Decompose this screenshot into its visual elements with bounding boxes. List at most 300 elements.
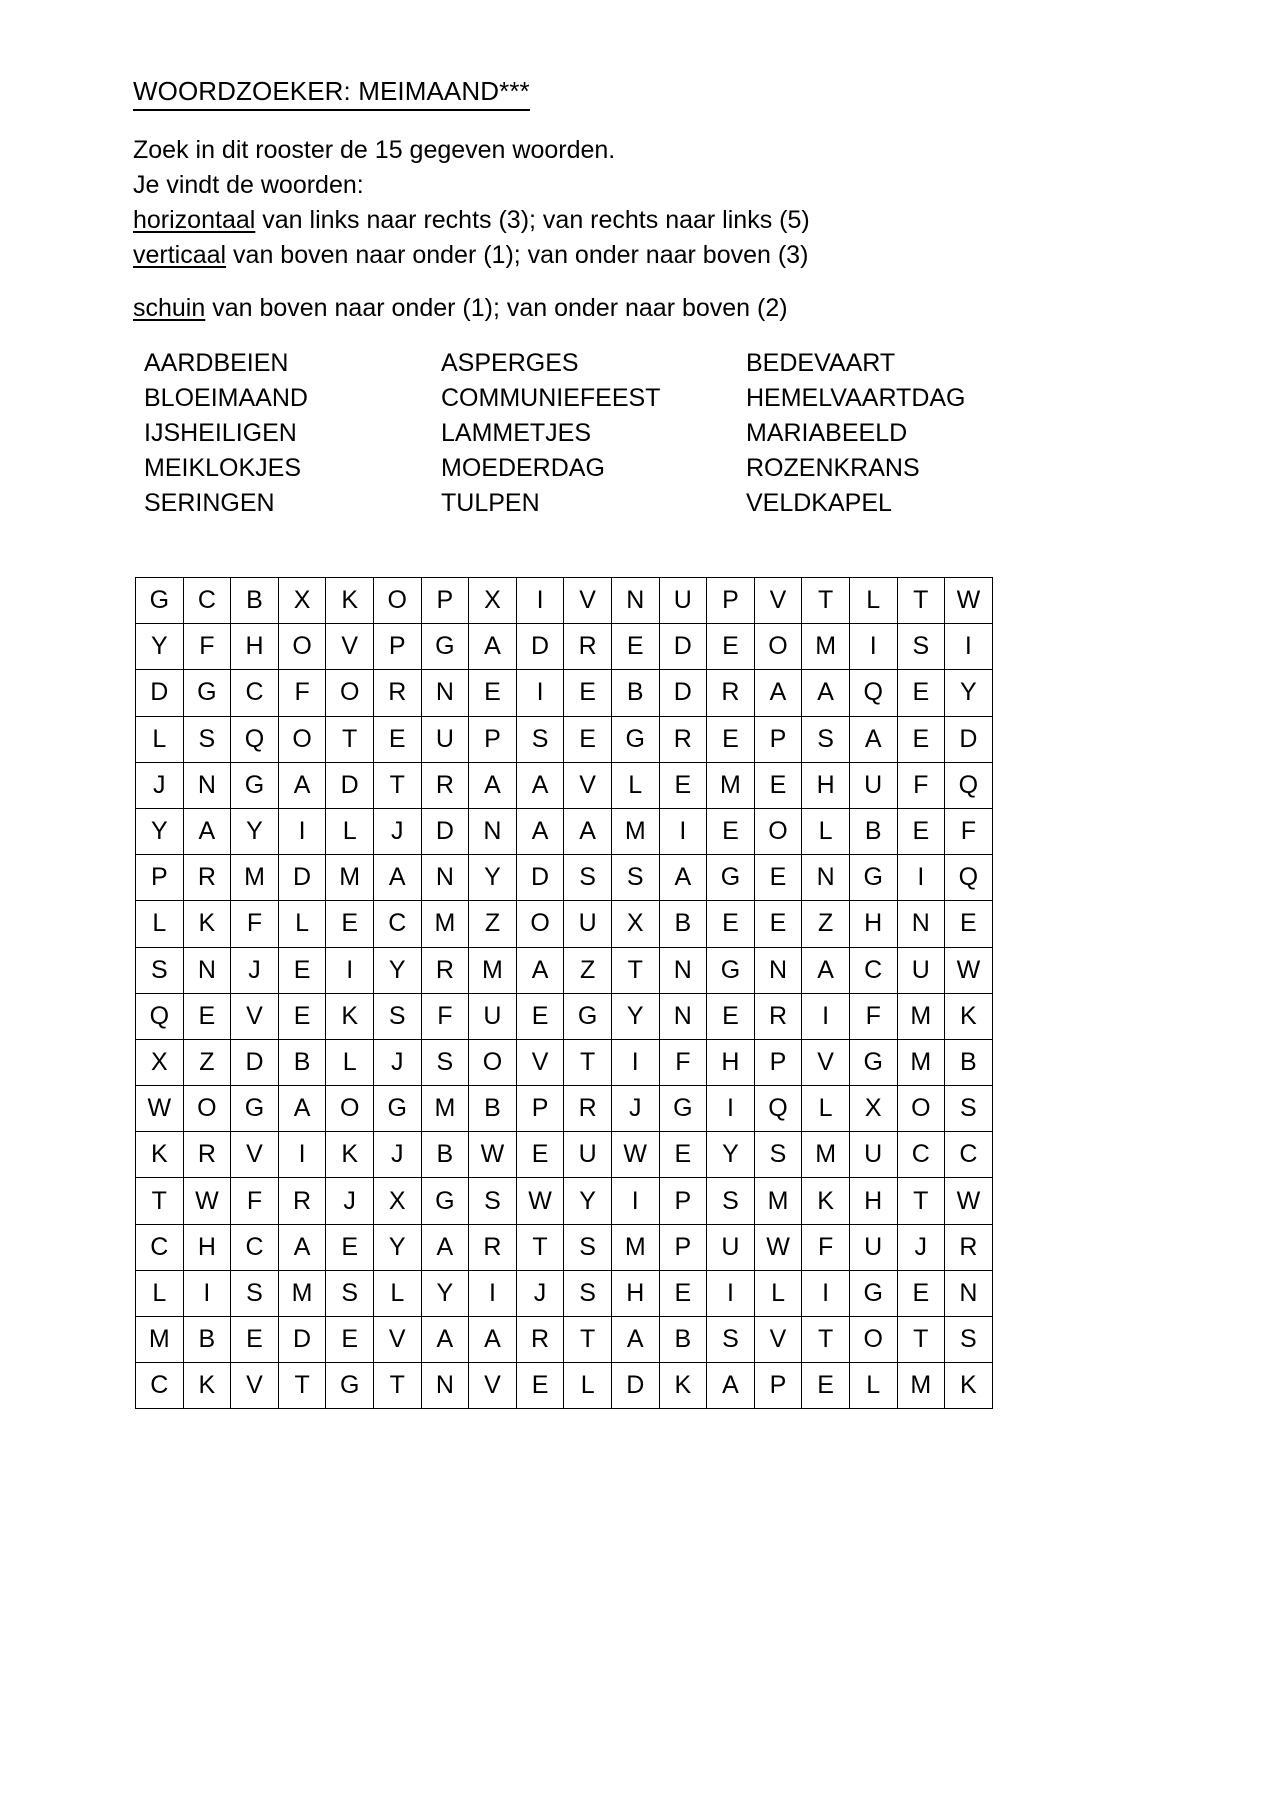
grid-cell[interactable]: R xyxy=(183,1132,231,1178)
grid-cell[interactable]: T xyxy=(326,716,374,762)
grid-cell[interactable]: Y xyxy=(611,993,659,1039)
grid-cell[interactable]: B xyxy=(421,1132,469,1178)
grid-cell[interactable]: N xyxy=(421,670,469,716)
grid-cell[interactable]: A xyxy=(707,1363,755,1409)
grid-cell[interactable]: J xyxy=(516,1270,564,1316)
grid-cell[interactable]: C xyxy=(373,901,421,947)
grid-cell[interactable]: W xyxy=(183,1178,231,1224)
grid-cell[interactable]: F xyxy=(231,1178,279,1224)
grid-cell[interactable]: K xyxy=(326,1132,374,1178)
grid-cell[interactable]: T xyxy=(802,1317,850,1363)
grid-cell[interactable]: K xyxy=(326,578,374,624)
grid-cell[interactable]: E xyxy=(611,624,659,670)
grid-cell[interactable]: L xyxy=(278,901,326,947)
grid-cell[interactable]: B xyxy=(659,901,707,947)
grid-cell[interactable]: F xyxy=(945,808,993,854)
grid-cell[interactable]: S xyxy=(564,1224,612,1270)
grid-cell[interactable]: R xyxy=(707,670,755,716)
grid-cell[interactable]: A xyxy=(278,1224,326,1270)
grid-cell[interactable]: B xyxy=(945,1039,993,1085)
grid-cell[interactable]: H xyxy=(183,1224,231,1270)
grid-cell[interactable]: U xyxy=(421,716,469,762)
grid-cell[interactable]: V xyxy=(373,1317,421,1363)
grid-cell[interactable]: F xyxy=(421,993,469,1039)
grid-cell[interactable]: U xyxy=(659,578,707,624)
grid-cell[interactable]: S xyxy=(136,947,184,993)
grid-cell[interactable]: A xyxy=(183,808,231,854)
grid-cell[interactable]: D xyxy=(278,1317,326,1363)
grid-cell[interactable]: J xyxy=(373,1132,421,1178)
grid-cell[interactable]: E xyxy=(707,993,755,1039)
grid-cell[interactable]: S xyxy=(183,716,231,762)
grid-cell[interactable]: E xyxy=(754,901,802,947)
grid-cell[interactable]: H xyxy=(231,624,279,670)
grid-cell[interactable]: F xyxy=(802,1224,850,1270)
grid-cell[interactable]: E xyxy=(373,716,421,762)
grid-cell[interactable]: W xyxy=(945,1178,993,1224)
grid-cell[interactable]: H xyxy=(707,1039,755,1085)
grid-cell[interactable]: E xyxy=(707,808,755,854)
grid-cell[interactable]: U xyxy=(564,901,612,947)
grid-cell[interactable]: N xyxy=(611,578,659,624)
grid-cell[interactable]: O xyxy=(278,624,326,670)
grid-cell[interactable]: S xyxy=(469,1178,517,1224)
grid-cell[interactable]: L xyxy=(802,808,850,854)
grid-cell[interactable]: S xyxy=(373,993,421,1039)
grid-cell[interactable]: U xyxy=(707,1224,755,1270)
grid-cell[interactable]: P xyxy=(516,1086,564,1132)
grid-cell[interactable]: N xyxy=(754,947,802,993)
grid-cell[interactable]: P xyxy=(659,1178,707,1224)
grid-cell[interactable]: W xyxy=(469,1132,517,1178)
grid-cell[interactable]: X xyxy=(136,1039,184,1085)
grid-cell[interactable]: S xyxy=(516,716,564,762)
grid-cell[interactable]: L xyxy=(136,901,184,947)
grid-cell[interactable]: G xyxy=(564,993,612,1039)
grid-cell[interactable]: U xyxy=(849,762,897,808)
grid-cell[interactable]: E xyxy=(945,901,993,947)
grid-cell[interactable]: H xyxy=(611,1270,659,1316)
grid-cell[interactable]: M xyxy=(231,855,279,901)
grid-cell[interactable]: Y xyxy=(373,1224,421,1270)
grid-cell[interactable]: S xyxy=(564,1270,612,1316)
grid-cell[interactable]: B xyxy=(849,808,897,854)
grid-cell[interactable]: C xyxy=(136,1363,184,1409)
grid-cell[interactable]: I xyxy=(278,1132,326,1178)
grid-cell[interactable]: O xyxy=(754,624,802,670)
grid-cell[interactable]: A xyxy=(802,947,850,993)
grid-cell[interactable]: Y xyxy=(707,1132,755,1178)
grid-cell[interactable]: G xyxy=(849,1270,897,1316)
grid-cell[interactable]: D xyxy=(659,670,707,716)
grid-cell[interactable]: N xyxy=(945,1270,993,1316)
grid-cell[interactable]: X xyxy=(469,578,517,624)
grid-cell[interactable]: K xyxy=(659,1363,707,1409)
grid-cell[interactable]: C xyxy=(897,1132,945,1178)
grid-cell[interactable]: T xyxy=(897,578,945,624)
grid-cell[interactable]: X xyxy=(278,578,326,624)
grid-cell[interactable]: H xyxy=(802,762,850,808)
grid-cell[interactable]: W xyxy=(611,1132,659,1178)
grid-cell[interactable]: A xyxy=(278,1086,326,1132)
grid-cell[interactable]: C xyxy=(849,947,897,993)
grid-cell[interactable]: D xyxy=(516,855,564,901)
grid-cell[interactable]: A xyxy=(278,762,326,808)
grid-cell[interactable]: N xyxy=(183,947,231,993)
grid-cell[interactable]: R xyxy=(469,1224,517,1270)
grid-cell[interactable]: X xyxy=(849,1086,897,1132)
grid-cell[interactable]: E xyxy=(516,1132,564,1178)
grid-cell[interactable]: G xyxy=(421,624,469,670)
grid-cell[interactable]: N xyxy=(421,1363,469,1409)
grid-cell[interactable]: Q xyxy=(945,855,993,901)
grid-cell[interactable]: U xyxy=(469,993,517,1039)
grid-cell[interactable]: E xyxy=(897,716,945,762)
grid-cell[interactable]: D xyxy=(659,624,707,670)
grid-cell[interactable]: R xyxy=(421,762,469,808)
grid-cell[interactable]: L xyxy=(373,1270,421,1316)
grid-cell[interactable]: G xyxy=(136,578,184,624)
grid-cell[interactable]: L xyxy=(326,808,374,854)
grid-cell[interactable]: E xyxy=(183,993,231,1039)
grid-cell[interactable]: X xyxy=(611,901,659,947)
grid-cell[interactable]: K xyxy=(802,1178,850,1224)
grid-cell[interactable]: M xyxy=(278,1270,326,1316)
grid-cell[interactable]: G xyxy=(231,762,279,808)
grid-cell[interactable]: D xyxy=(231,1039,279,1085)
grid-cell[interactable]: P xyxy=(754,1363,802,1409)
grid-cell[interactable]: G xyxy=(231,1086,279,1132)
grid-cell[interactable]: O xyxy=(183,1086,231,1132)
grid-cell[interactable]: A xyxy=(469,624,517,670)
grid-cell[interactable]: V xyxy=(231,993,279,1039)
grid-cell[interactable]: L xyxy=(754,1270,802,1316)
grid-cell[interactable]: G xyxy=(707,855,755,901)
grid-cell[interactable]: A xyxy=(516,947,564,993)
grid-cell[interactable]: E xyxy=(516,993,564,1039)
grid-cell[interactable]: C xyxy=(231,670,279,716)
grid-cell[interactable]: O xyxy=(326,670,374,716)
grid-cell[interactable]: L xyxy=(136,716,184,762)
grid-cell[interactable]: L xyxy=(802,1086,850,1132)
grid-cell[interactable]: E xyxy=(326,1224,374,1270)
grid-cell[interactable]: P xyxy=(659,1224,707,1270)
grid-cell[interactable]: M xyxy=(897,1039,945,1085)
grid-cell[interactable]: O xyxy=(516,901,564,947)
grid-cell[interactable]: J xyxy=(611,1086,659,1132)
grid-cell[interactable]: F xyxy=(897,762,945,808)
grid-cell[interactable]: U xyxy=(849,1132,897,1178)
grid-cell[interactable]: K xyxy=(183,1363,231,1409)
grid-cell[interactable]: R xyxy=(421,947,469,993)
grid-cell[interactable]: L xyxy=(136,1270,184,1316)
grid-cell[interactable]: E xyxy=(231,1317,279,1363)
grid-cell[interactable]: W xyxy=(945,947,993,993)
grid-cell[interactable]: A xyxy=(564,808,612,854)
grid-cell[interactable]: E xyxy=(278,993,326,1039)
grid-cell[interactable]: M xyxy=(897,993,945,1039)
grid-cell[interactable]: M xyxy=(326,855,374,901)
grid-cell[interactable]: G xyxy=(326,1363,374,1409)
grid-cell[interactable]: R xyxy=(373,670,421,716)
grid-cell[interactable]: P xyxy=(373,624,421,670)
grid-cell[interactable]: G xyxy=(611,716,659,762)
grid-cell[interactable]: Z xyxy=(564,947,612,993)
grid-cell[interactable]: E xyxy=(469,670,517,716)
grid-cell[interactable]: L xyxy=(849,578,897,624)
grid-cell[interactable]: G xyxy=(373,1086,421,1132)
grid-cell[interactable]: E xyxy=(326,1317,374,1363)
grid-cell[interactable]: A xyxy=(611,1317,659,1363)
grid-cell[interactable]: G xyxy=(707,947,755,993)
grid-cell[interactable]: V xyxy=(754,578,802,624)
grid-cell[interactable]: O xyxy=(469,1039,517,1085)
grid-cell[interactable]: I xyxy=(897,855,945,901)
grid-cell[interactable]: Q xyxy=(945,762,993,808)
grid-cell[interactable]: T xyxy=(564,1039,612,1085)
grid-cell[interactable]: M xyxy=(802,624,850,670)
grid-cell[interactable]: I xyxy=(516,578,564,624)
grid-cell[interactable]: G xyxy=(183,670,231,716)
grid-cell[interactable]: P xyxy=(707,578,755,624)
grid-cell[interactable]: T xyxy=(611,947,659,993)
grid-cell[interactable]: R xyxy=(278,1178,326,1224)
grid-cell[interactable]: I xyxy=(802,1270,850,1316)
grid-cell[interactable]: S xyxy=(564,855,612,901)
grid-cell[interactable]: I xyxy=(611,1039,659,1085)
grid-cell[interactable]: M xyxy=(421,1086,469,1132)
grid-cell[interactable]: T xyxy=(373,762,421,808)
grid-cell[interactable]: Y xyxy=(136,808,184,854)
grid-cell[interactable]: M xyxy=(802,1132,850,1178)
grid-cell[interactable]: I xyxy=(326,947,374,993)
grid-cell[interactable]: I xyxy=(945,624,993,670)
grid-cell[interactable]: P xyxy=(136,855,184,901)
grid-cell[interactable]: E xyxy=(754,762,802,808)
grid-cell[interactable]: W xyxy=(516,1178,564,1224)
grid-cell[interactable]: R xyxy=(183,855,231,901)
grid-cell[interactable]: L xyxy=(326,1039,374,1085)
grid-cell[interactable]: M xyxy=(897,1363,945,1409)
grid-cell[interactable]: T xyxy=(897,1178,945,1224)
grid-cell[interactable]: I xyxy=(183,1270,231,1316)
grid-cell[interactable]: E xyxy=(659,762,707,808)
grid-cell[interactable]: T xyxy=(136,1178,184,1224)
grid-cell[interactable]: A xyxy=(659,855,707,901)
grid-cell[interactable]: Z xyxy=(469,901,517,947)
grid-cell[interactable]: J xyxy=(373,808,421,854)
grid-cell[interactable]: N xyxy=(802,855,850,901)
grid-cell[interactable]: K xyxy=(945,1363,993,1409)
grid-cell[interactable]: S xyxy=(802,716,850,762)
grid-cell[interactable]: Y xyxy=(945,670,993,716)
grid-cell[interactable]: K xyxy=(945,993,993,1039)
grid-cell[interactable]: D xyxy=(326,762,374,808)
grid-cell[interactable]: W xyxy=(136,1086,184,1132)
grid-cell[interactable]: Y xyxy=(421,1270,469,1316)
grid-cell[interactable]: D xyxy=(136,670,184,716)
grid-cell[interactable]: R xyxy=(754,993,802,1039)
grid-cell[interactable]: B xyxy=(659,1317,707,1363)
grid-cell[interactable]: V xyxy=(469,1363,517,1409)
grid-cell[interactable]: I xyxy=(849,624,897,670)
grid-cell[interactable]: C xyxy=(231,1224,279,1270)
grid-cell[interactable]: I xyxy=(659,808,707,854)
grid-cell[interactable]: A xyxy=(469,1317,517,1363)
grid-cell[interactable]: V xyxy=(516,1039,564,1085)
grid-cell[interactable]: C xyxy=(136,1224,184,1270)
grid-cell[interactable]: O xyxy=(897,1086,945,1132)
grid-cell[interactable]: L xyxy=(849,1363,897,1409)
grid-cell[interactable]: Y xyxy=(564,1178,612,1224)
grid-cell[interactable]: R xyxy=(564,624,612,670)
grid-cell[interactable]: J xyxy=(373,1039,421,1085)
grid-cell[interactable]: E xyxy=(707,624,755,670)
grid-cell[interactable]: P xyxy=(754,1039,802,1085)
grid-cell[interactable]: M xyxy=(421,901,469,947)
grid-cell[interactable]: E xyxy=(897,670,945,716)
grid-cell[interactable]: T xyxy=(897,1317,945,1363)
grid-cell[interactable]: B xyxy=(278,1039,326,1085)
grid-cell[interactable]: Y xyxy=(136,624,184,670)
grid-cell[interactable]: M xyxy=(707,762,755,808)
grid-cell[interactable]: D xyxy=(945,716,993,762)
grid-cell[interactable]: M xyxy=(754,1178,802,1224)
grid-cell[interactable]: R xyxy=(659,716,707,762)
grid-cell[interactable]: Q xyxy=(849,670,897,716)
grid-cell[interactable]: E xyxy=(564,670,612,716)
grid-cell[interactable]: G xyxy=(849,1039,897,1085)
grid-cell[interactable]: O xyxy=(326,1086,374,1132)
grid-cell[interactable]: I xyxy=(802,993,850,1039)
grid-cell[interactable]: L xyxy=(611,762,659,808)
grid-cell[interactable]: S xyxy=(326,1270,374,1316)
grid-cell[interactable]: E xyxy=(659,1270,707,1316)
grid-cell[interactable]: F xyxy=(849,993,897,1039)
grid-cell[interactable]: V xyxy=(564,762,612,808)
grid-cell[interactable]: N xyxy=(659,947,707,993)
grid-cell[interactable]: G xyxy=(659,1086,707,1132)
grid-cell[interactable]: P xyxy=(469,716,517,762)
grid-cell[interactable]: A xyxy=(754,670,802,716)
grid-cell[interactable]: E xyxy=(897,808,945,854)
grid-cell[interactable]: J xyxy=(897,1224,945,1270)
grid-cell[interactable]: R xyxy=(516,1317,564,1363)
grid-cell[interactable]: T xyxy=(564,1317,612,1363)
grid-cell[interactable]: E xyxy=(707,901,755,947)
grid-cell[interactable]: M xyxy=(136,1317,184,1363)
grid-cell[interactable]: V xyxy=(231,1132,279,1178)
grid-cell[interactable]: O xyxy=(754,808,802,854)
grid-cell[interactable]: S xyxy=(707,1317,755,1363)
grid-cell[interactable]: A xyxy=(516,762,564,808)
grid-cell[interactable]: K xyxy=(183,901,231,947)
grid-cell[interactable]: Y xyxy=(231,808,279,854)
grid-cell[interactable]: E xyxy=(754,855,802,901)
grid-cell[interactable]: E xyxy=(278,947,326,993)
grid-cell[interactable]: U xyxy=(849,1224,897,1270)
grid-cell[interactable]: H xyxy=(849,1178,897,1224)
grid-cell[interactable]: A xyxy=(469,762,517,808)
grid-cell[interactable]: Z xyxy=(183,1039,231,1085)
grid-cell[interactable]: Q xyxy=(231,716,279,762)
grid-cell[interactable]: M xyxy=(469,947,517,993)
grid-cell[interactable]: I xyxy=(278,808,326,854)
grid-cell[interactable]: A xyxy=(516,808,564,854)
grid-cell[interactable]: V xyxy=(231,1363,279,1409)
grid-cell[interactable]: A xyxy=(802,670,850,716)
grid-cell[interactable]: V xyxy=(754,1317,802,1363)
grid-cell[interactable]: W xyxy=(945,578,993,624)
grid-cell[interactable]: S xyxy=(231,1270,279,1316)
grid-cell[interactable]: R xyxy=(564,1086,612,1132)
grid-cell[interactable]: E xyxy=(802,1363,850,1409)
grid-cell[interactable]: E xyxy=(897,1270,945,1316)
grid-cell[interactable]: S xyxy=(421,1039,469,1085)
grid-cell[interactable]: Z xyxy=(802,901,850,947)
grid-cell[interactable]: D xyxy=(516,624,564,670)
grid-cell[interactable]: D xyxy=(421,808,469,854)
grid-cell[interactable]: B xyxy=(183,1317,231,1363)
grid-cell[interactable]: A xyxy=(421,1317,469,1363)
grid-cell[interactable]: F xyxy=(231,901,279,947)
grid-cell[interactable]: P xyxy=(754,716,802,762)
grid-cell[interactable]: N xyxy=(469,808,517,854)
grid-cell[interactable]: S xyxy=(754,1132,802,1178)
grid-cell[interactable]: U xyxy=(564,1132,612,1178)
grid-cell[interactable]: K xyxy=(326,993,374,1039)
grid-cell[interactable]: I xyxy=(469,1270,517,1316)
grid-cell[interactable]: E xyxy=(564,716,612,762)
grid-cell[interactable]: G xyxy=(849,855,897,901)
grid-cell[interactable]: V xyxy=(802,1039,850,1085)
grid-cell[interactable]: W xyxy=(754,1224,802,1270)
grid-cell[interactable]: S xyxy=(897,624,945,670)
grid-cell[interactable]: I xyxy=(611,1178,659,1224)
grid-cell[interactable]: I xyxy=(707,1270,755,1316)
grid-cell[interactable]: V xyxy=(326,624,374,670)
grid-cell[interactable]: M xyxy=(611,1224,659,1270)
grid-cell[interactable]: E xyxy=(516,1363,564,1409)
grid-cell[interactable]: R xyxy=(945,1224,993,1270)
grid-cell[interactable]: J xyxy=(231,947,279,993)
grid-cell[interactable]: B xyxy=(469,1086,517,1132)
grid-cell[interactable]: L xyxy=(564,1363,612,1409)
grid-cell[interactable]: J xyxy=(136,762,184,808)
grid-cell[interactable]: Q xyxy=(754,1086,802,1132)
grid-cell[interactable]: M xyxy=(611,808,659,854)
grid-cell[interactable]: P xyxy=(421,578,469,624)
grid-cell[interactable]: F xyxy=(183,624,231,670)
grid-cell[interactable]: S xyxy=(611,855,659,901)
grid-cell[interactable]: Q xyxy=(136,993,184,1039)
grid-cell[interactable]: K xyxy=(136,1132,184,1178)
grid-cell[interactable]: F xyxy=(659,1039,707,1085)
grid-cell[interactable]: J xyxy=(326,1178,374,1224)
grid-cell[interactable]: T xyxy=(516,1224,564,1270)
grid-cell[interactable]: S xyxy=(945,1086,993,1132)
grid-cell[interactable]: O xyxy=(373,578,421,624)
grid-cell[interactable]: O xyxy=(278,716,326,762)
grid-cell[interactable]: I xyxy=(516,670,564,716)
grid-cell[interactable]: A xyxy=(849,716,897,762)
grid-cell[interactable]: N xyxy=(183,762,231,808)
grid-cell[interactable]: T xyxy=(373,1363,421,1409)
grid-cell[interactable]: A xyxy=(373,855,421,901)
grid-cell[interactable]: X xyxy=(373,1178,421,1224)
grid-cell[interactable]: C xyxy=(945,1132,993,1178)
grid-cell[interactable]: A xyxy=(421,1224,469,1270)
